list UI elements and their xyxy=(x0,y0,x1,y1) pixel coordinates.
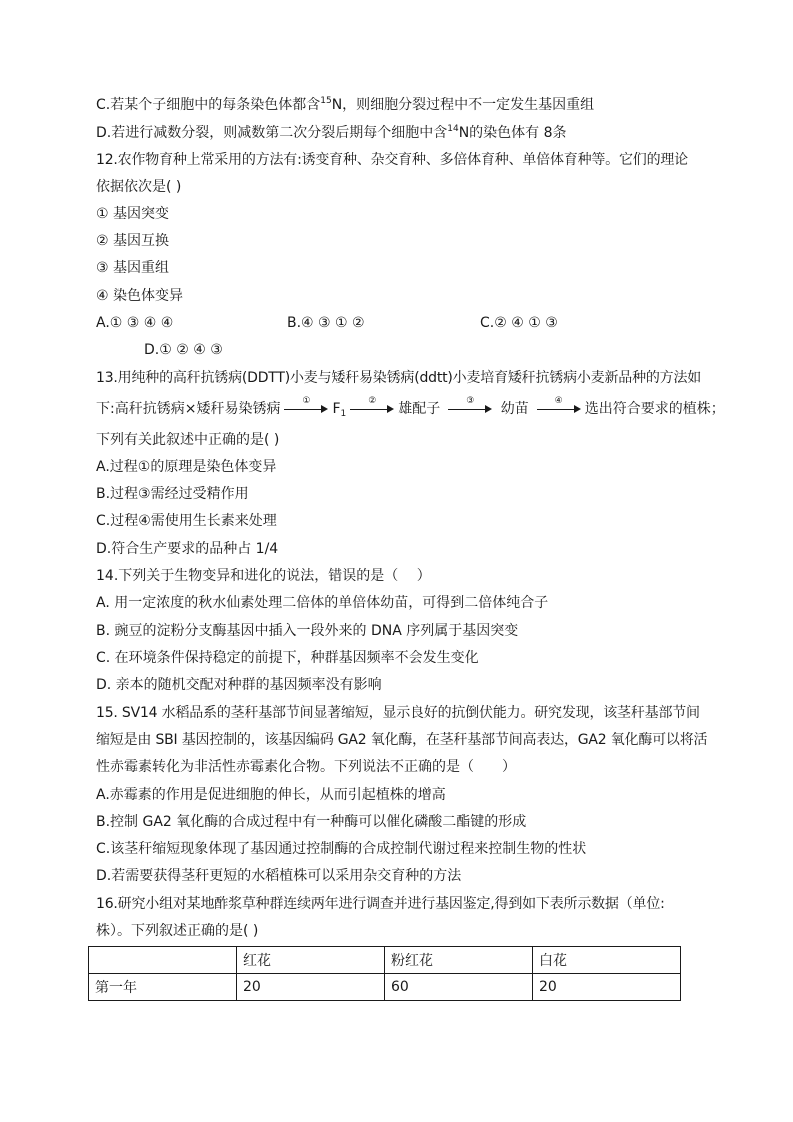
table-header-cell: 红花 xyxy=(237,947,385,974)
q14-stem: 14.下列关于生物变异和进化的说法，错误的是（ ） xyxy=(96,568,431,584)
q15-option-b: B.控制 GA2 氧化酶的合成过程中有一种酶可以催化磷酸二酯键的形成 xyxy=(96,814,527,830)
table-cell: 第一年 xyxy=(89,974,237,1001)
q12-item-4: ④ 染色体变异 xyxy=(96,288,184,304)
table-header-row xyxy=(89,947,681,974)
table-row xyxy=(89,974,681,1001)
process-arrow-3: ③ xyxy=(448,400,492,418)
survey-data-table xyxy=(88,946,681,1001)
q13-option-a: A.过程①的原理是染色体变异 xyxy=(96,459,277,475)
table-cell: 20 xyxy=(237,974,385,1001)
table-cell: 20 xyxy=(533,974,681,1001)
q12-option-c: C.② ④ ① ③ xyxy=(480,315,558,331)
q15-stem-line1: 15. SV14 水稻品系的茎秆基部节间显著缩短，显示良好的抗倒伏能力。研究发现，该茎秆基部节间 xyxy=(96,705,700,721)
q12-item-3: ③ 基因重组 xyxy=(96,260,170,276)
q15-option-a: A.赤霉素的作用是促进细胞的伸长，从而引起植株的增高 xyxy=(96,787,446,803)
q15-stem-line2: 缩短是由 SBI 基因控制的，该基因编码 GA2 氧化酶，在茎秆基部节间高表达，GA2 氧化酶可以将活 xyxy=(96,732,708,748)
process-arrow-2: ② xyxy=(350,400,394,418)
q12-option-d: D.① ② ④ ③ xyxy=(144,342,223,358)
q15-option-c: C.该茎秆缩短现象体现了基因通过控制酶的合成控制代谢过程来控制生物的性状 xyxy=(96,841,587,857)
q13-option-b: B.过程③需经过受精作用 xyxy=(96,486,249,502)
q12-item-1: ① 基因突变 xyxy=(96,206,170,222)
process-arrow-4: ④ xyxy=(537,400,581,418)
q13-stem-line3: 下列有关此叙述中正确的是( ) xyxy=(96,432,280,448)
q14-option-a: A. 用一定浓度的秋水仙素处理二倍体的单倍体幼苗，可得到二倍体纯合子 xyxy=(96,595,549,611)
q12-item-2: ② 基因互换 xyxy=(96,233,170,249)
table-header-cell xyxy=(89,947,237,974)
q16-stem-line1: 16.研究小组对某地酢浆草种群连续两年进行调查并进行基因鉴定,得到如下表所示数据（单位: xyxy=(96,896,665,912)
q14-option-b: B. 豌豆的淀粉分支酶基因中插入一段外来的 DNA 序列属于基因突变 xyxy=(96,623,519,639)
table-header-cell: 粉红花 xyxy=(385,947,533,974)
q14-option-c: C. 在环境条件保持稳定的前提下，种群基因频率不会发生变化 xyxy=(96,650,479,666)
process-arrow-1: ① xyxy=(284,400,328,418)
q11-option-d: D.若进行减数分裂，则减数第二次分裂后期每个细胞中含$^{14}$N的染色体有 8条 xyxy=(96,124,567,141)
q13-stem-line1: 13.用纯种的高秆抗锈病(DDTT)小麦与矮秆易染锈病(ddtt)小麦培育矮秆抗锈病小麦新品种的方法如 xyxy=(96,370,702,386)
q13-option-c: C.过程④需使用生长素来处理 xyxy=(96,513,277,529)
q12-option-a: A.① ③ ④ ④ xyxy=(96,315,174,331)
q13-option-d: D.符合生产要求的品种占 1/4 xyxy=(96,541,279,557)
q11-option-c: C.若某个子细胞中的每条染色体都含$^{15}$N，则细胞分裂过程中不一定发生基因重组 xyxy=(96,96,595,113)
table-cell: 60 xyxy=(385,974,533,1001)
q13-flow-line: 下:高秆抗锈病×矮秆易染锈病 ① $F_1$ ② 雄配子 ③ 幼苗 ④ 选出符合要求的植株； xyxy=(96,396,725,419)
q14-option-d: D. 亲本的随机交配对种群的基因频率没有影响 xyxy=(96,677,382,693)
q15-stem-line3: 性赤霉素转化为非活性赤霉素化合物。下列说法不正确的是（ ） xyxy=(96,759,516,775)
q12-stem-line2: 依据依次是( ) xyxy=(96,179,182,195)
q12-option-b: B.④ ③ ① ② xyxy=(287,315,365,331)
q15-option-d: D.若需要获得茎秆更短的水稻植株可以采用杂交育种的方法 xyxy=(96,868,462,884)
q12-stem-line1: 12.农作物育种上常采用的方法有:诱变育种、杂交育种、多倍体育种、单倍体育种等。它们的理论 xyxy=(96,152,688,168)
q16-stem-line2: 株）。下列叙述正确的是( ) xyxy=(96,923,259,939)
table-header-cell: 白花 xyxy=(533,947,681,974)
